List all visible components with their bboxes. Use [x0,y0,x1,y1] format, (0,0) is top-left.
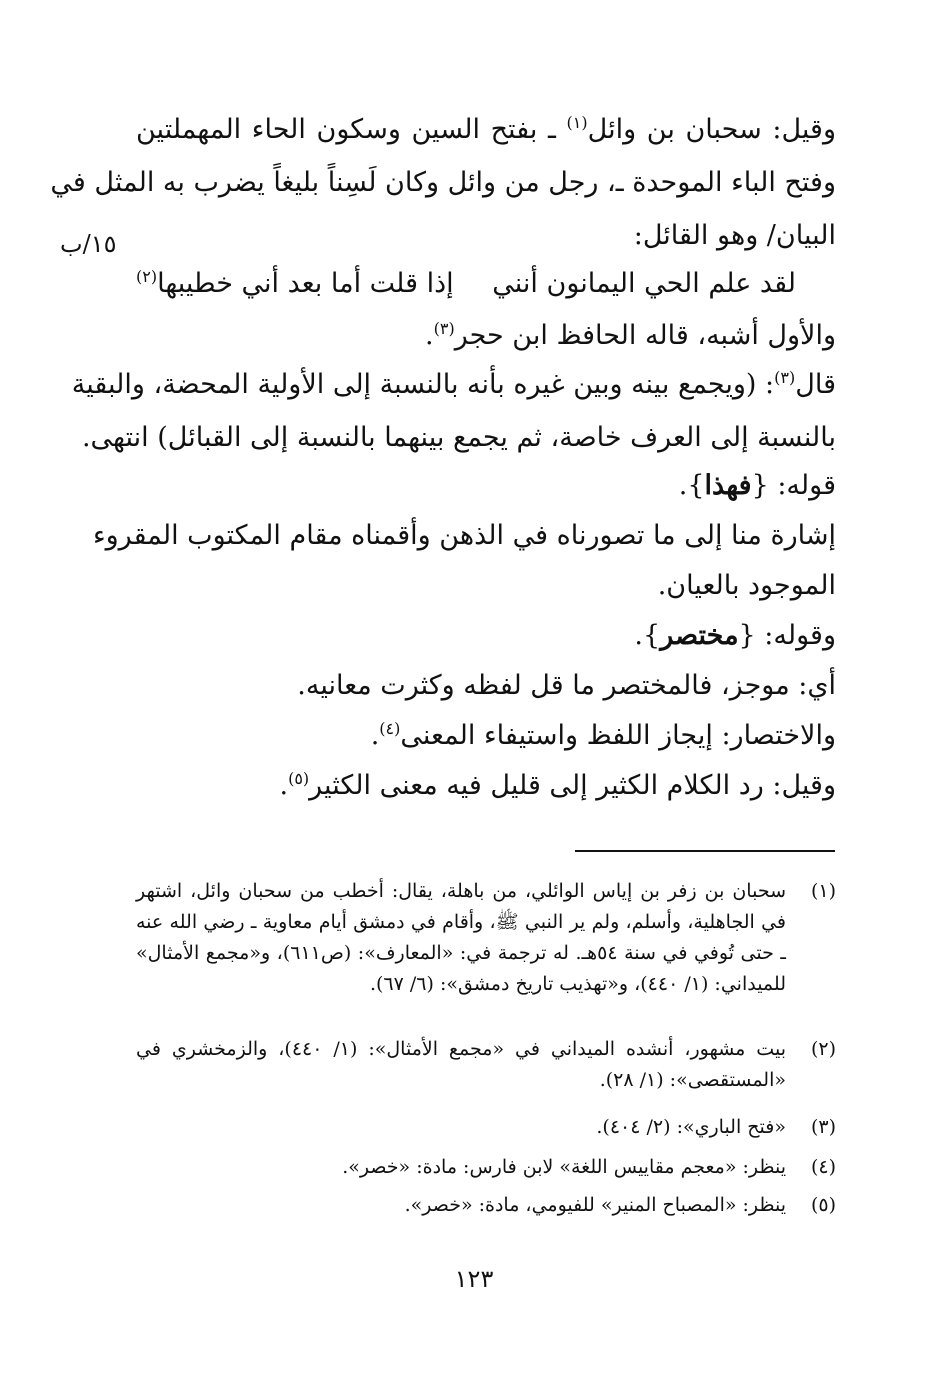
body-line: بالنسبة إلى العرف خاصة، ثم يجمع بينهما بالنسبة إلى القبائل) انتهى. [81,422,836,453]
footnote-ref: (١) [566,113,588,132]
body-line: الموجود بالعيان. [657,570,836,601]
footnote [136,1034,836,1096]
footnote [136,1112,836,1143]
footnote-text: بيت مشهور، أنشده الميداني في «مجمع الأمثال»: (١/ ٤٤٠)، والزمخشري في «المستقصى»: (١/ ٢٨). [136,1038,786,1091]
footnote-number: (٤) [810,1156,836,1178]
body-line: قوله: {فهذا}. [678,470,836,501]
footnote-text: «فتح الباري»: (٢/ ٤٠٤). [596,1116,786,1138]
footnote-ref: (٣) [774,368,796,387]
body-line: البيان/ وهو القائل: [633,220,836,251]
body-line: والاختصار: إيجاز اللفظ واستيفاء المعنى$^{(٤)}$. [370,719,836,751]
quoted-term: فهذا [704,470,752,501]
footnote-ref: (٤) [379,719,401,738]
body-line: أي: موجز، فالمختصر ما قل لفظه وكثرت معانيه. [297,670,836,701]
footnote-text: سحبان بن زفر بن إياس الوائلي، من باهلة، يقال: أخطب من سحبان وائل، اشتهر في الجاهلية، وأسلم، ولم ير النبي ﷺ، وأقام في دمشق أيام معاوية ـ رضي الله عنه ـ حتى تُوفي في سنة ٥٤هـ. له ترجمة في: «المعارف»: (ص٦١١)، و«مجمع الأمثال» للميداني: (١/ ٤٤٠)، و«تهذيب تاريخ دمشق»: (٦/ ٦٧). [136,880,786,995]
body-line: قال$^{(٣)}$: (ويجمع بينه وبين غيره بأنه بالنسبة إلى الأولية المحضة، والبقية [71,368,836,400]
body-line: إشارة منا إلى ما تصورناه في الذهن وأقمناه مقام المكتوب المقروء [92,520,836,551]
footnote-ref: (٥) [288,769,310,788]
footnote-ref: (٣) [433,319,455,338]
quoted-term: مختصر [660,620,739,651]
body-line: وقيل: رد الكلام الكثير إلى قليل فيه معنى الكثير$^{(٥)}$. [279,769,836,801]
manuscript-folio-note: ١٥/ب [60,230,117,258]
body-line: وقوله: {مختصر}. [634,620,836,651]
body-line: وقيل: سحبان بن وائل$^{(١)}$ ـ بفتح السين وسكون الحاء المهملتين [136,113,836,145]
footnote-separator [575,850,835,852]
footnote [136,1152,836,1183]
footnote-text: ينظر: «المصباح المنير» للفيومي، مادة: «خصر». [404,1194,786,1216]
footnote-number: (١) [810,880,836,902]
footnote-number: (٥) [810,1194,836,1216]
footnote [136,1190,836,1221]
footnote-text: ينظر: «معجم مقاييس اللغة» لابن فارس: مادة: «خصر». [342,1156,786,1178]
footnote [136,876,836,1000]
footnote-ref: (٢) [136,267,158,286]
footnote-number: (٣) [810,1116,836,1138]
body-line: والأول أشبه، قاله الحافظ ابن حجر$^{(٣)}$. [425,319,836,351]
verse-second-hemistich: إذا قلت أما بعد أني خطيبها$^{(٢)}$ [136,267,454,299]
verse-first-hemistich: لقد علم الحي اليمانون أنني [492,268,796,299]
footnote-number: (٢) [810,1038,836,1060]
body-line: وفتح الباء الموحدة ـ، رجل من وائل وكان لَسِناً بليغاً يضرب به المثل في [50,167,836,198]
page-number: ١٢٣ [454,1265,494,1293]
